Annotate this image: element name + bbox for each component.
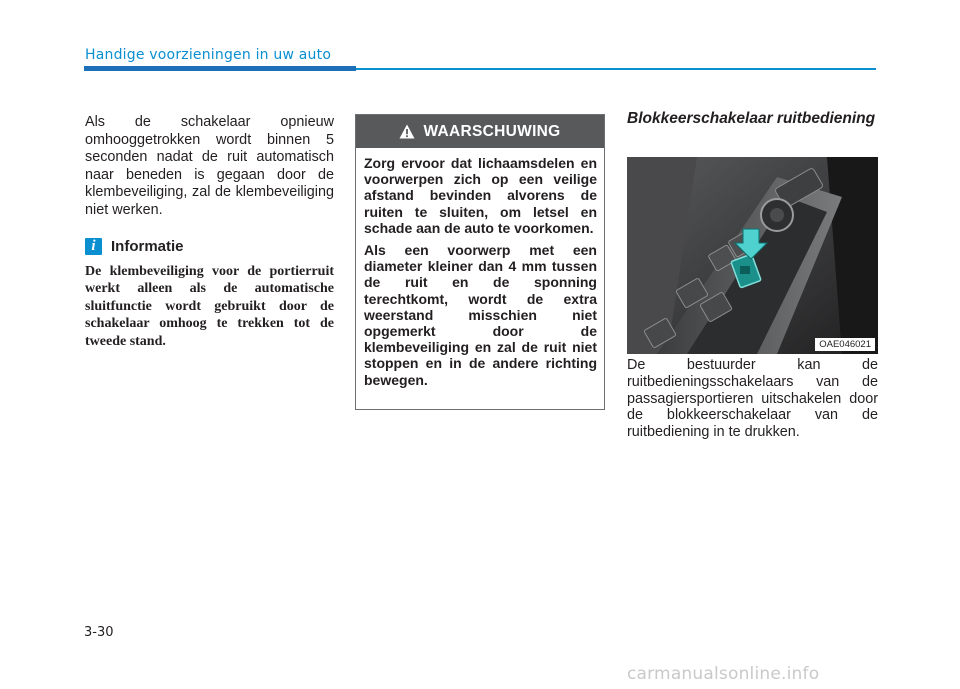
warning-paragraph: Zorg ervoor dat lichaamsdelen en voorwerpen zich op een veilige afstand bevinden alvorens de ruiten te sluiten, om letsel en schade aan de auto te voorkomen. — [364, 155, 597, 236]
warning-header — [356, 115, 604, 148]
page-number: 3-30 — [84, 625, 114, 640]
watermark: carmanualsonline.info — [627, 664, 820, 684]
info-title: Informatie — [111, 238, 184, 255]
left-column — [85, 114, 334, 350]
warning-triangle-icon — [399, 124, 415, 139]
body-paragraph: De bestuurder kan de ruitbedieningsschakelaars van de passagiersportieren uitschakelen door de blokkeerschakelaar van de ruitbediening in te drukken. — [627, 357, 878, 441]
door-panel-illustration — [627, 157, 878, 354]
info-text: De klembeveiliging voor de portierruit werkt alleen als de automatische sluitfunctie wordt gebruikt door de schakelaar omhoog te trekken tot de tweede stand. — [85, 264, 334, 349]
info-icon: i — [85, 238, 102, 255]
warning-box — [355, 114, 605, 410]
window-lock-switch-photo — [627, 157, 878, 354]
right-column — [627, 110, 878, 128]
info-heading — [85, 238, 334, 255]
warning-paragraph: Als een voorwerp met een diameter kleiner dan 4 mm tussen de ruit en de sponning terechtkomt, wordt de extra weerstand misschien niet opgemerkt door de klembeveiliging en zal de ruit niet stoppen en in de andere richting bewegen. — [364, 242, 597, 388]
header-bar — [84, 66, 356, 71]
body-paragraph: Als de schakelaar opnieuw omhooggetrokken wordt binnen 5 seconden nadat de ruit automatisch naar beneden is gegaan door de klembeveiliging, zal de klembeveiliging niet werken. — [85, 114, 334, 218]
warning-title: WAARSCHUWING — [423, 122, 561, 140]
right-column-text — [627, 357, 878, 441]
figure-code: OAE046021 — [815, 338, 875, 351]
header-rule — [356, 68, 876, 70]
section-title: Handige voorzieningen in uw auto — [85, 47, 332, 63]
subsection-title: Blokkeerschakelaar ruitbediening — [627, 110, 876, 127]
warning-body — [364, 155, 597, 394]
